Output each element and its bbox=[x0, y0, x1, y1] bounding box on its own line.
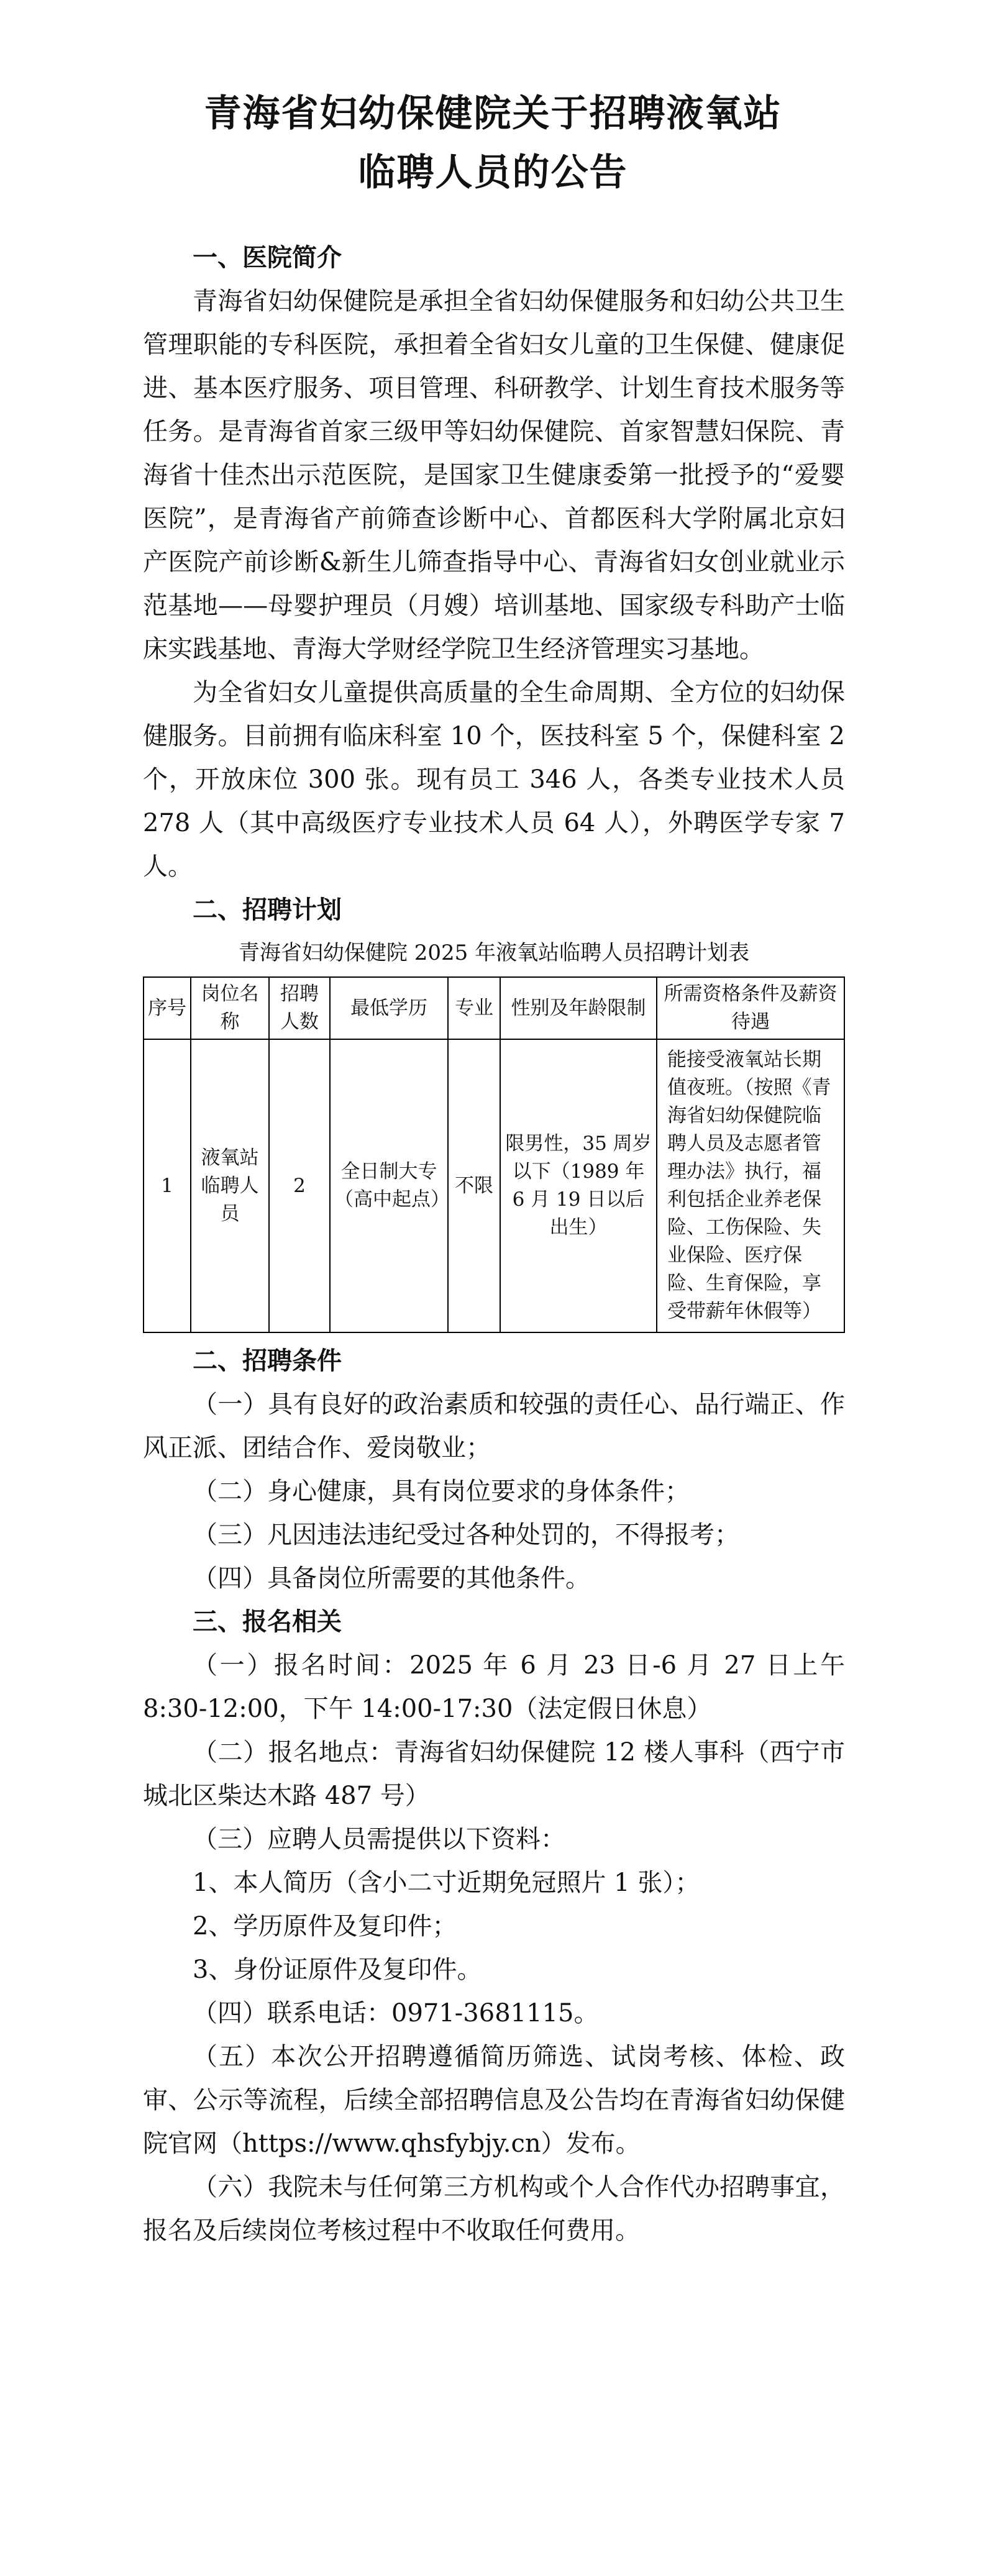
cell-education: 全日制大专（高中起点） bbox=[330, 1039, 448, 1332]
cell-no: 1 bbox=[144, 1039, 191, 1332]
table-row bbox=[144, 1039, 844, 1332]
material-item: 2、学历原件及复印件； bbox=[193, 1912, 457, 1941]
cell-position: 液氧站临聘人员 bbox=[191, 1039, 269, 1332]
header-count: 招聘人数 bbox=[269, 977, 330, 1039]
condition-item: （四）具备岗位所需要的其他条件。 bbox=[193, 1564, 590, 1593]
page-title-line-1: 青海省妇幼保健院关于招聘液氧站 bbox=[204, 92, 782, 135]
contact-phone: （四）联系电话：0971-3681115。 bbox=[193, 1999, 599, 2028]
fee-notice: （六）我院未与任何第三方机构或个人合作代办招聘事宜，报名及后续岗位考核过程中不收取任何费用。 bbox=[143, 2173, 845, 2245]
table-caption: 青海省妇幼保健院 2025 年液氧站临聘人员招聘计划表 bbox=[238, 940, 750, 965]
cell-requirements: 能接受液氧站长期值夜班。（按照《青海省妇幼保健院临聘人员及志愿者管理办法》执行，福利包括企业养老保险、工伤保险、失业保险、医疗保险、生育保险，享受带薪年休假等） bbox=[657, 1039, 844, 1332]
section-heading-intro: 一、医院简介 bbox=[193, 243, 342, 272]
cell-gender-age: 限男性，35 周岁以下（1989 年 6 月 19 日以后出生） bbox=[500, 1039, 657, 1332]
table-header-row bbox=[144, 977, 844, 1039]
material-item: 3、身份证原件及复印件。 bbox=[193, 1955, 482, 1984]
page-title-line-2: 临聘人员的公告 bbox=[358, 151, 628, 194]
intro-paragraph-2: 为全省妇女儿童提供高质量的全生命周期、全方位的妇幼保健服务。目前拥有临床科室 10 个，医技科室 5 个，保健科室 2 个，开放床位 300 张。现有员工 346 人，各类专业技术人员 278 人（其中高级医疗专业技术人员 64 人），外聘医学专家 7 人。 bbox=[143, 678, 845, 881]
header-no: 序号 bbox=[144, 977, 191, 1039]
registration-materials: （三）应聘人员需提供以下资料： bbox=[193, 1825, 565, 1854]
recruitment-plan-table bbox=[143, 976, 845, 1333]
condition-item: （一）具有良好的政治素质和较强的责任心、品行端正、作风正派、团结合作、爱岗敬业； bbox=[143, 1390, 845, 1462]
condition-item: （二）身心健康，具有岗位要求的身体条件； bbox=[193, 1477, 690, 1506]
section-heading-plan: 二、招聘计划 bbox=[193, 895, 342, 924]
material-item: 1、本人简历（含小二寸近期免冠照片 1 张）； bbox=[193, 1868, 700, 1897]
section-heading-conditions: 二、招聘条件 bbox=[193, 1346, 342, 1375]
intro-paragraph-1: 青海省妇幼保健院是承担全省妇幼保健服务和妇幼公共卫生管理职能的专科医院，承担着全省妇女儿童的卫生保健、健康促进、基本医疗服务、项目管理、科研教学、计划生育技术服务等任务。是青海省首家三级甲等妇幼保健院、首家智慧妇保院、青海省十佳杰出示范医院，是国家卫生健康委第一批授予的“爱婴医院”，是青海省产前筛查诊断中心、首都医科大学附属北京妇产医院产前诊断&新生儿筛查指导中心、青海省妇女创业就业示范基地——母婴护理员（月嫂）培训基地、国家级专科助产士临床实践基地、青海大学财经学院卫生经济管理实习基地。 bbox=[143, 287, 845, 663]
cell-count: 2 bbox=[269, 1039, 330, 1332]
registration-location: （二）报名地点：青海省妇幼保健院 12 楼人事科（西宁市城北区柴达木路 487 号） bbox=[143, 1738, 845, 1810]
header-education: 最低学历 bbox=[330, 977, 448, 1039]
process-notice: （五）本次公开招聘遵循简历筛选、试岗考核、体检、政审、公示等流程，后续全部招聘信息及公告均在青海省妇幼保健院官网（https://www.qhsfybjy.cn）发布。 bbox=[143, 2042, 845, 2158]
condition-item: （三）凡因违法违纪受过各种处罚的，不得报考； bbox=[193, 1521, 739, 1549]
header-position: 岗位名称 bbox=[191, 977, 269, 1039]
header-major: 专业 bbox=[448, 977, 500, 1039]
cell-major: 不限 bbox=[448, 1039, 500, 1332]
header-gender-age: 性别及年龄限制 bbox=[500, 977, 657, 1039]
header-requirements: 所需资格条件及薪资待遇 bbox=[657, 977, 844, 1039]
section-heading-registration: 三、报名相关 bbox=[193, 1607, 342, 1636]
announcement-body bbox=[143, 236, 845, 2252]
registration-time: （一）报名时间：2025 年 6 月 23 日-6 月 27 日上午 8:30-12:00，下午 14:00-17:30（法定假日休息） bbox=[143, 1651, 845, 1723]
